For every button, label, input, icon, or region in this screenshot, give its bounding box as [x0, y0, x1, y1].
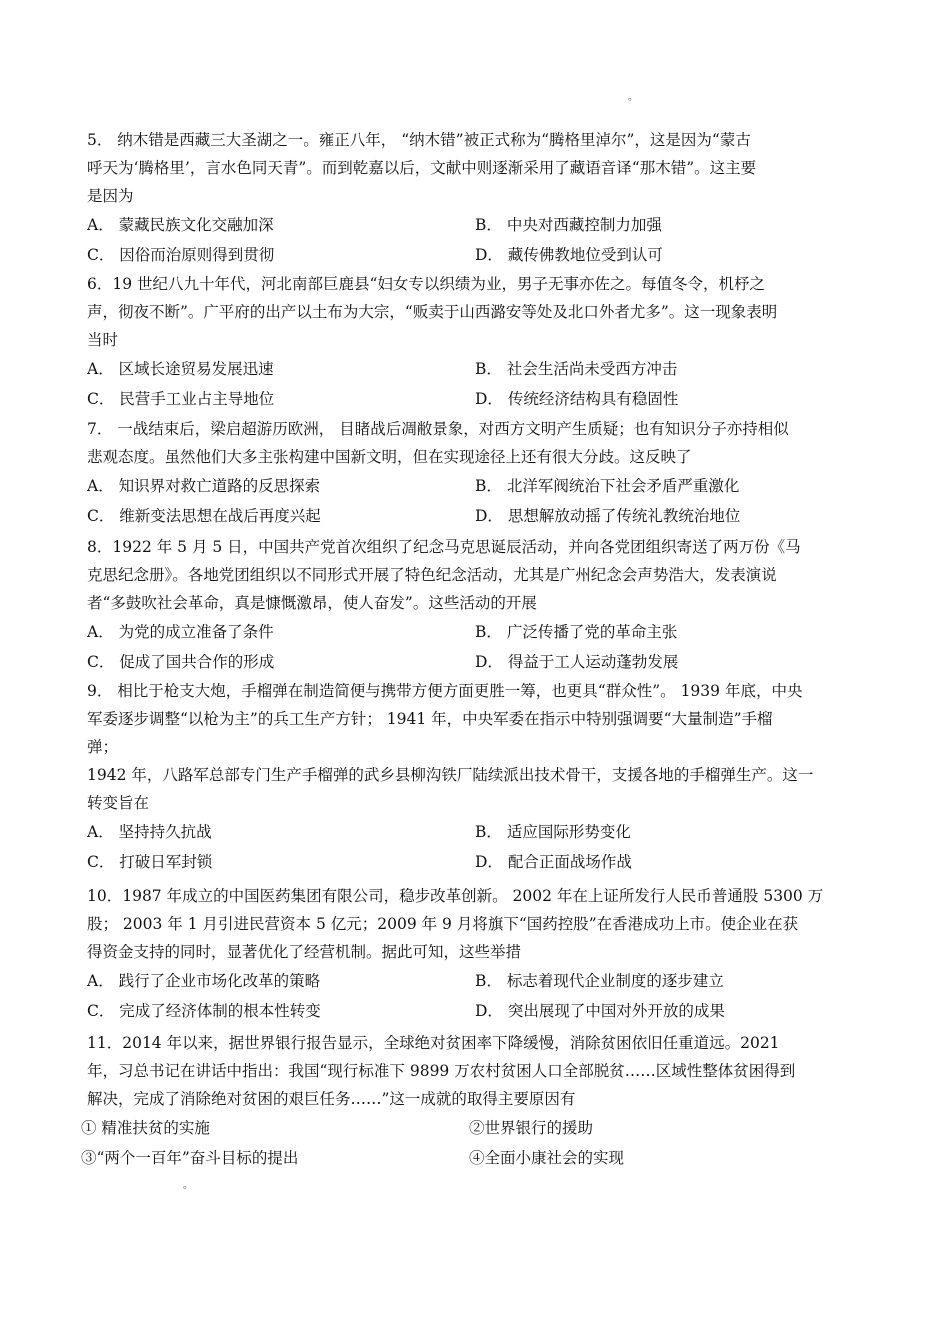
stem-line: 解决，完成了消除绝对贫困的艰巨任务……”这一成就的取得主要原因有 — [87, 1090, 576, 1108]
option-d: D． 配合正面战场作战 — [475, 853, 632, 871]
stem-line: 军委逐步调整“以枪为主”的兵工生产方针； 1941 年，中央军委在指示中特别强调要“大量制造”手榴 — [87, 710, 773, 728]
option-a: A． 蒙藏民族文化交融加深 — [87, 216, 274, 234]
stem-line: 声，彻夜不断”。广平府的出产以土布为大宗，“贩卖于山西潞安等处及北口外者尤多”。这一现象表明 — [87, 303, 778, 321]
option-c: C． 打破日军封锁 — [87, 853, 213, 871]
stem-line: 6．19 世纪八九十年代，河北南部巨鹿县“妇女专以织绩为业，男子无事亦佐之。每值冬令，机杼之 — [87, 275, 765, 293]
option-b: B． 北洋军阀统治下社会矛盾严重激化 — [475, 477, 740, 495]
option-1: ① 精准扶贫的实施 — [81, 1119, 210, 1137]
option-2: ②世界银行的援助 — [469, 1119, 594, 1137]
bottom-mark: 。 — [183, 1180, 193, 1191]
question-10 — [87, 882, 863, 1026]
stem-line: 悲观态度。虽然他们大多主张构建中国新文明，但在实现途径上还有很大分歧。这反映了 — [87, 448, 692, 466]
stem-line: 者“多鼓吹社会革命，真是慷慨激昂，使人奋发”。这些活动的开展 — [87, 594, 537, 612]
options — [87, 966, 863, 1026]
stem-line: 弹； — [87, 738, 119, 756]
option-3: ③“两个一百年”奋斗目标的提出 — [81, 1149, 299, 1167]
question-stem — [87, 126, 863, 210]
stem-line: 8．1922 年 5 月 5 日，中国共产党首次组织了纪念马克思诞辰活动，并向各党团组织寄送了两万份《马 — [87, 538, 801, 556]
option-c: C． 完成了经济体制的根本性转变 — [87, 1002, 321, 1020]
stem-line: 克思纪念册》。各地党团组织以不同形式开展了特色纪念活动，尤其是广州纪念会声势浩大，发表演说 — [87, 566, 777, 584]
options — [87, 617, 863, 677]
stem-line: 11．2014 年以来，据世界银行报告显示，全球绝对贫困率下降缓慢，消除贫困依旧任重道远。2021 — [87, 1034, 780, 1052]
stem-line: 是因为 — [87, 187, 134, 205]
option-d: D． 藏传佛教地位受到认可 — [475, 246, 663, 264]
option-c: C． 维新变法思想在战后再度兴起 — [87, 507, 321, 525]
question-11 — [81, 1029, 863, 1173]
options — [87, 817, 863, 877]
option-d: D． 得益于工人运动蓬勃发展 — [475, 653, 679, 671]
option-4: ④全面小康社会的实现 — [469, 1149, 625, 1167]
option-d: D． 思想解放动摇了传统礼教统治地位 — [475, 507, 741, 525]
question-stem — [87, 882, 863, 966]
question-6 — [87, 270, 863, 414]
option-b: B． 广泛传播了党的革命主张 — [475, 623, 678, 641]
question-stem — [87, 1029, 863, 1113]
stem-line: 股； 2003 年 1 月引进民营资本 5 亿元；2009 年 9 月将旗下“国药控股”在香港成功上市。使企业在获 — [87, 915, 799, 933]
options — [87, 471, 863, 531]
question-9 — [87, 677, 863, 877]
options — [87, 210, 863, 270]
question-stem — [87, 415, 863, 471]
stem-line: 10．1987 年成立的中国医药集团有限公司，稳步改革创新。 2002 年在上证所发行人民币普通股 5300 万 — [87, 887, 824, 905]
option-a: A． 知识界对救亡道路的反思探索 — [87, 477, 321, 495]
options — [87, 354, 863, 414]
option-b: B． 中央对西藏控制力加强 — [475, 216, 662, 234]
question-8 — [87, 533, 863, 677]
stem-line: 7． 一战结束后，梁启超游历欧洲， 目睹战后凋敝景象，对西方文明产生质疑；也有知识分子亦持相似 — [87, 420, 789, 438]
question-5 — [87, 126, 863, 270]
stem-line: 年，习总书记在讲话中指出：我国“现行标准下 9899 万农村贫困人口全部脱贫……区域性整体贫困得到 — [87, 1062, 796, 1080]
question-stem — [87, 270, 863, 354]
option-a: A． 为党的成立准备了条件 — [87, 623, 274, 641]
top-mark: 。 — [628, 92, 638, 103]
option-a: A． 区域长途贸易发展迅速 — [87, 360, 274, 378]
stem-line: 转变旨在 — [87, 794, 150, 812]
stem-line: 9． 相比于枪支大炮，手榴弹在制造简便与携带方便方面更胜一筹，也更具“群众性”。 1939 年底，中央 — [87, 682, 803, 700]
stem-line: 5． 纳木错是西藏三大圣湖之一。雍正八年， “纳木错”被正式称为“腾格里淖尔”，这是因为“蒙古 — [87, 131, 751, 149]
question-stem — [87, 533, 863, 617]
stem-line: 得资金支持的同时，显著优化了经营机制。据此可知，这些举措 — [87, 943, 522, 961]
question-stem — [87, 677, 863, 817]
option-b: B． 适应国际形势变化 — [475, 823, 631, 841]
option-d: D． 传统经济结构具有稳固性 — [475, 390, 679, 408]
option-d: D． 突出展现了中国对外开放的成果 — [475, 1002, 725, 1020]
stem-line: 当时 — [87, 331, 119, 349]
option-a: A． 坚持持久抗战 — [87, 823, 212, 841]
option-b: B． 社会生活尚未受西方冲击 — [475, 360, 678, 378]
option-b: B． 标志着现代企业制度的逐步建立 — [475, 972, 724, 990]
option-c: C． 民营手工业占主导地位 — [87, 390, 275, 408]
option-a: A． 践行了企业市场化改革的策略 — [87, 972, 321, 990]
stem-line: 呼天为‘腾格里’，言水色同天青”。而到乾嘉以后，文献中则逐渐采用了藏语音译“那木错”。这主要 — [87, 159, 757, 177]
option-c: C． 促成了国共合作的形成 — [87, 653, 275, 671]
stem-line: 1942 年，八路军总部专门生产手榴弹的武乡县柳沟铁厂陆续派出技术骨干，支援各地的手榴弹生产。这一 — [87, 766, 814, 784]
question-7 — [87, 415, 863, 531]
option-c: C． 因俗而治原则得到贯彻 — [87, 246, 275, 264]
options — [81, 1113, 863, 1173]
